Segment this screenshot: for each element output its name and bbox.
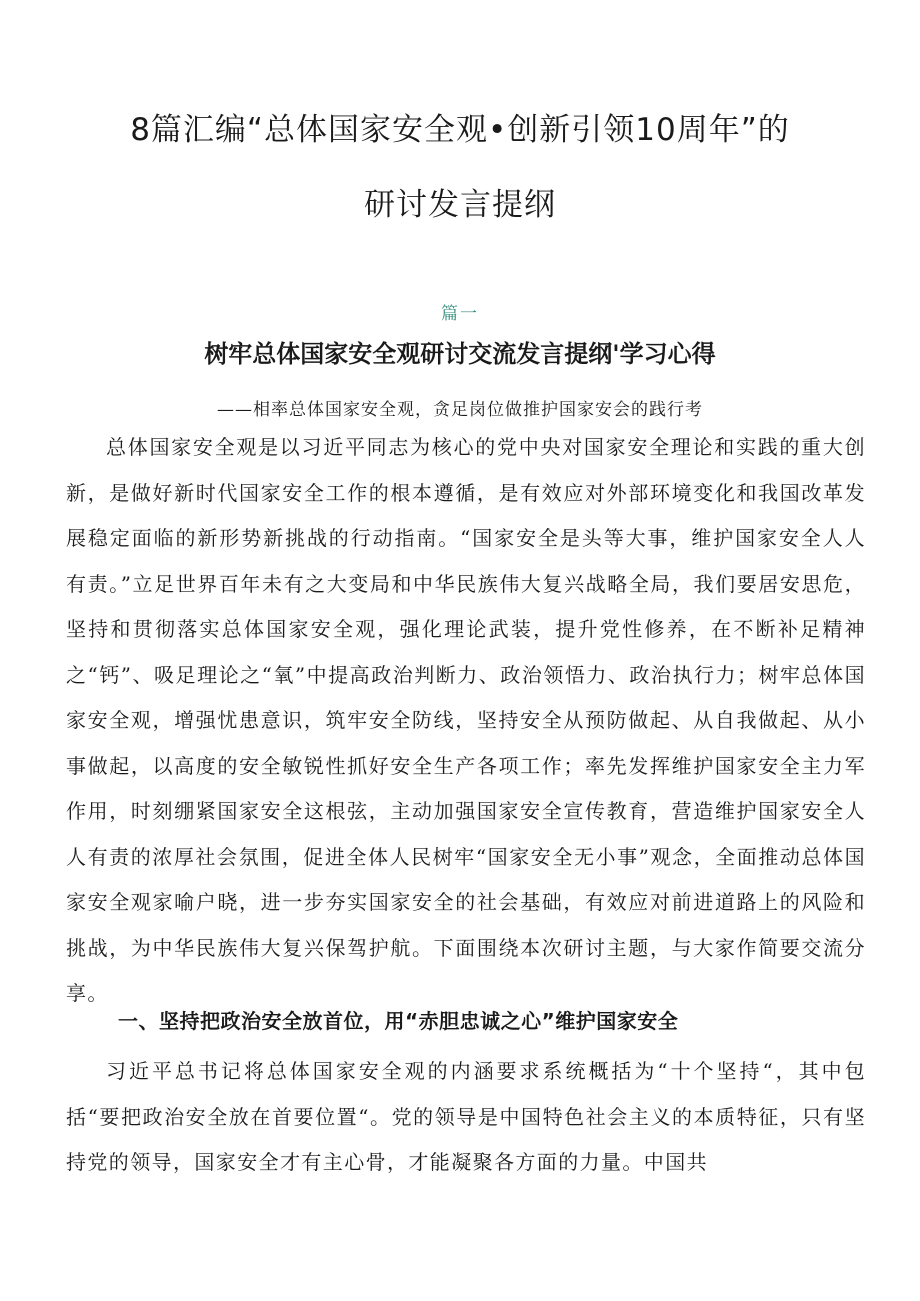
document-title-line-1: 8篇汇编“总体国家安全观•创新引领10周年”的 — [130, 112, 790, 148]
section-tag: 篇一 — [441, 304, 479, 324]
body-paragraph-1: 总体国家安全观是以习近平同志为核心的党中央对国家安全理论和实践的重大创新，是做好新时代国家安全工作的根本遵循，是有效应对外部环境变化和我国改革发展稳定面临的新形势新挑战的行动指南。“国家安全是头等大事，维护国家安全人人有责。”立足世界百年未有之大变局和中华民族伟大复兴战略全局，我们要居安思危，坚持和贯彻落实总体国家安全观，强化理论武装，提升党性修养，在不断补足精神之“钙”、吸足理论之“氧”中提高政治判断力、政治领悟力、政治执行力；树牢总体国家安全观，增强忧患意识，筑牢安全防线，坚持安全从预防做起、从自我做起、从小事做起，以高度的安全敏锐性抓好安全生产各项工作；率先发挥维护国家安全主力军作用，时刻绷紧国家安全这根弦，主动加强国家安全宣传教育，营造维护国家安全人人有责的浓厚社会氛围，促进全体人民树牢“国家安全无小事”观念，全面推动总体国家安全观家喻户晓，进一步夯实国家安全的社会基础，有效应对前进道路上的风险和挑战，为中华民族伟大复兴保驾护航。下面围绕本次研讨主题，与大家作简要交流分享。 — [66, 435, 866, 1005]
section-subtitle: ——相率总体国家安全观，贪足岗位做推护国家安会的践行考 — [217, 400, 703, 420]
section-heading-1: 一、坚持把政治安全放首位，用“赤胆忠诚之心”维护国家安全 — [118, 1009, 679, 1033]
section-title: 树牢总体国家安全观研讨交流发言提纲'学习心得 — [204, 340, 716, 368]
body-paragraph-2: 习近平总书记将总体国家安全观的内涵要求系统概括为“十个坚持“，其中包括“要把政治安全放在首要位置“。党的领导是中国特色社会主义的本质特征，只有坚持党的领导，国家安全才有主心骨，才能凝聚各方面的力量。中国共 — [66, 1059, 866, 1174]
document-title-line-2: 研讨发言提纲 — [364, 187, 556, 223]
